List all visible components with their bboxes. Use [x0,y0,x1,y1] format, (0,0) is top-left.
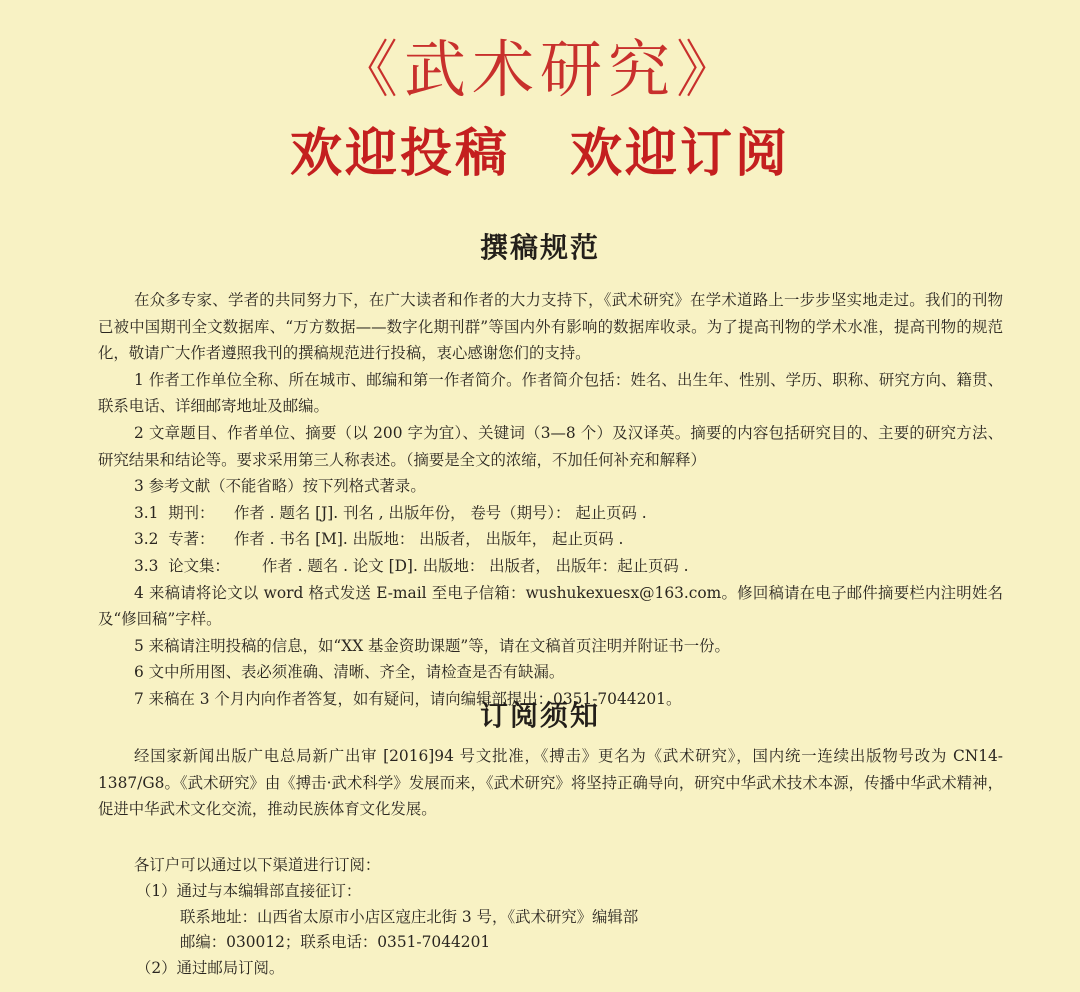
citation-label-journal: 3.1 期刊： [134,503,215,522]
citation-label-monograph: 3.2 专著： [134,530,215,549]
channels-intro: 各订户可以通过以下渠道进行订阅： [134,856,381,874]
guideline-item-2: 2 文章题目、作者单位、摘要（以 200 字为宜）、关键词（3—8 个）及汉译英。摘要的内容包括研究目的、主要的研究方法、研究结果和结论等。要求采用第三人称表述。（摘要是全文的浓缩，不加任何补充和解释） [98,423,1003,469]
contact-address: 联系地址：山西省太原市小店区寇庄北街 3 号，《武术研究》编辑部 [180,907,639,926]
slogan [0,122,1080,186]
subscription-intro: 经国家新闻出版广电总局新广出审 [2016]94 号文批准，《搏击》更名为《武术研究》，国内统一连续出版物号改为 CN14-1387/G8。《武术研究》由《搏击·武术科学》发展而来，《武术研究》将坚持正确导向，研究中华武术技术本源，传播中华武术精神，促进中华武术文化交流，推动民族体育文化发展。 [98,747,1003,819]
subscription-title: 订阅须知 [479,699,600,732]
guideline-item-6: 6 文中所用图、表必须准确、清晰、齐全，请检查是否有缺漏。 [134,663,565,682]
guideline-item-7: 7 来稿在 3 个月内向作者答复，如有疑问，请向编辑部提出：0351-7044201。 [134,689,682,708]
writing-guidelines-body [98,287,1003,713]
journal-title: 《武术研究》 [335,33,744,106]
citation-text-journal: 作者 . 题名 [J]. 刊名 , 出版年份， 卷号（期号）： 起止页码 . [234,503,647,522]
citation-text-proceedings: 作者 . 题名 . 论文 [D]. 出版地： 出版者， 出版年：起止页码 . [262,556,689,575]
contact-postcode-phone: 邮编：030012；联系电话：0351-7044201 [180,933,491,952]
guideline-item-1: 1 作者工作单位全称、所在城市、邮编和第一作者简介。作者简介包括：姓名、出生年、性别、学历、职称、研究方向、籍贯、联系电话、详细邮寄地址及邮编。 [98,370,1003,416]
citation-label-proceedings: 3.3 论文集： [134,556,230,575]
guideline-item-4: 4 来稿请将论文以 word 格式发送 E-mail 至电子信箱：wushukexuesx@163.com。修回稿请在电子邮件摘要栏内注明姓名及“修回稿”字样。 [98,583,1003,629]
writing-guidelines-title: 撰稿规范 [479,231,600,264]
slogan-submit: 欢迎投稿 [289,124,510,184]
guidelines-intro: 在众多专家、学者的共同努力下，在广大读者和作者的大力支持下，《武术研究》在学术道路上一步步坚实地走过。我们的刊物已被中国期刊全文数据库、“万方数据——数字化期刊群”等国内外有影响的数据库收录。为了提高刊物的学术水准，提高刊物的规范化，敬请广大作者遵照我刊的撰稿规范进行投稿，衷心感谢您们的支持。 [98,291,1003,363]
citation-format-journal [98,500,1003,527]
citation-format-proceedings [98,553,1003,580]
channel-direct: （1）通过与本编辑部直接征订： [136,881,362,900]
citation-text-monograph: 作者 . 书名 [M]. 出版地： 出版者， 出版年， 起止页码 . [234,530,624,549]
slogan-subscribe: 欢迎订阅 [570,124,791,184]
guideline-item-5: 5 来稿请注明投稿的信息，如“XX 基金资助课题”等，请在文稿首页注明并附证书一份。 [134,636,730,655]
subscription-intro-block [98,743,1003,823]
citation-format-monograph [98,526,1003,553]
channel-post-office: （2）通过邮局订阅。 [136,959,285,978]
subscription-channels [134,853,1014,982]
guideline-item-3: 3 参考文献（不能省略）按下列格式著录。 [134,477,426,496]
